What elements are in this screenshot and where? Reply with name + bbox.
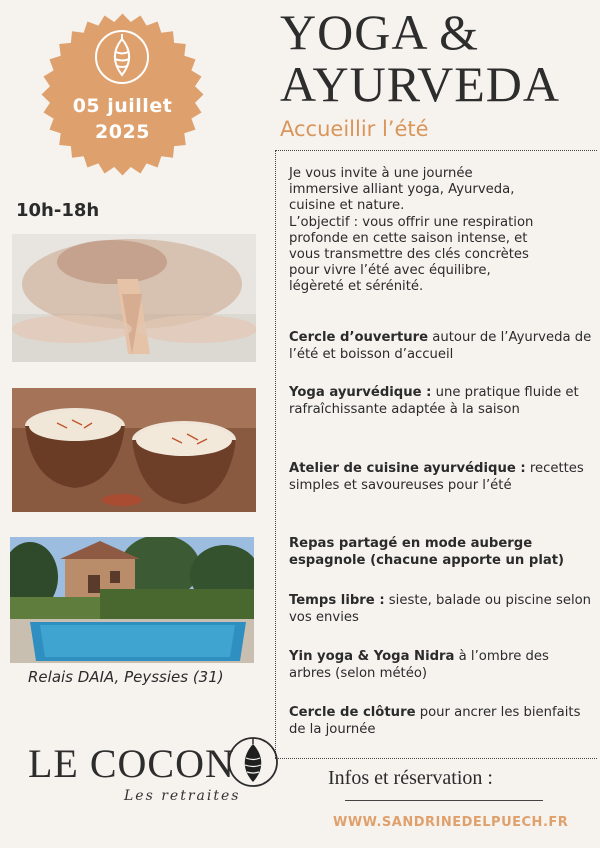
yoga-photo (12, 234, 256, 362)
event-hours: 10h-18h (16, 200, 100, 221)
venue-caption: Relais DAIA, Peyssies (31) (28, 668, 224, 686)
program-item: Cercle d’ouverture autour de l’Ayurveda de l’été et boisson d’accueil (289, 330, 592, 362)
program-item: Cercle de clôture pour ancrer les bienfaits de la journée (289, 705, 581, 737)
drinks-photo (12, 388, 256, 512)
infos-underline (345, 800, 543, 801)
venue-photo (10, 537, 254, 663)
dotted-divider-left (275, 150, 276, 758)
program-item: Yin yoga & Yoga Nidra à l’ombre des arbres (selon météo) (289, 649, 549, 681)
program-item: Temps libre : sieste, balade ou piscine selon vos envies (289, 593, 592, 625)
page-subtitle: Accueillir l’été (280, 117, 429, 141)
page-title: YOGA & AYURVEDA (280, 4, 560, 112)
dotted-divider-top (275, 150, 597, 151)
infos-label: Infos et réservation : (328, 767, 493, 789)
dotted-divider-bottom (275, 758, 597, 759)
program-item: Yoga ayurvédique : une pratique fluide et rafraîchissante adaptée à la saison (289, 385, 579, 417)
cocoon-logo-icon (226, 734, 280, 788)
website-link[interactable]: WWW.SANDRINEDELPUECH.FR (333, 815, 569, 830)
logo-tagline: Les retraites (124, 788, 241, 804)
intro-text: Je vous invite à une journée immersive alliant yoga, Ayurveda, cuisine et nature. L’objectif : vous offrir une respiration profonde en cette saison intense, et vous transmettre des clés concrètes pour vivre l’été avec équilibre, légèreté et sérénité. (289, 166, 534, 295)
event-date: 05 juillet 2025 (72, 95, 173, 143)
logo-name: LE COCON (28, 741, 235, 786)
program-item: Atelier de cuisine ayurvédique : recettes simples et savoureuses pour l’été (289, 461, 584, 493)
program-item: Repas partagé en mode auberge espagnole (chacune apporte un plat) (289, 536, 565, 568)
